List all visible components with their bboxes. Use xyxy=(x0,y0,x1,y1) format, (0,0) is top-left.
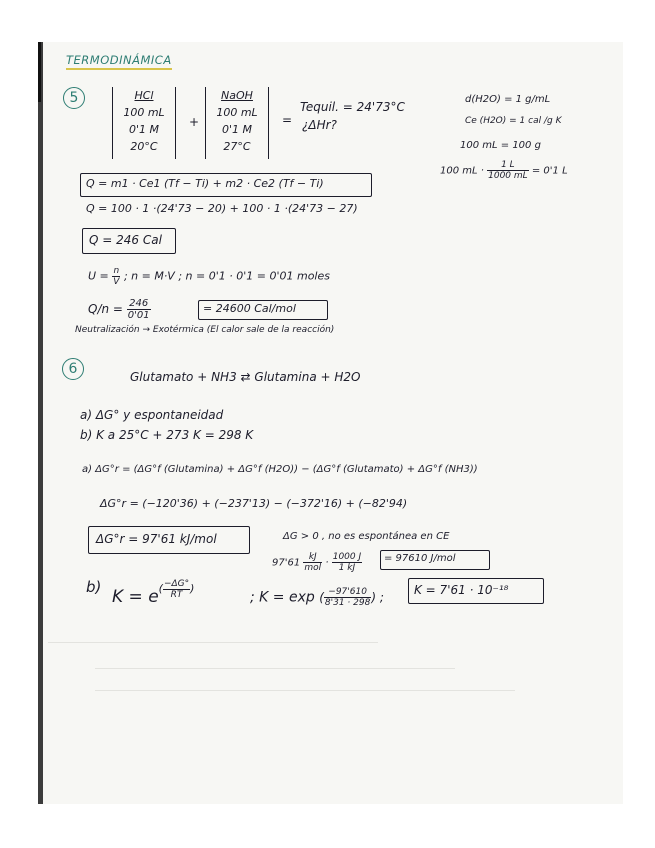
gibbs-result: ΔG°r = 97'61 kJ/mol xyxy=(96,532,217,546)
gibbs-values: ΔG°r = (−120'36) + (−237'13) − (−372'16) + (−82'94) xyxy=(100,497,408,510)
energy-conversion-b-num: 1000 J xyxy=(332,552,362,562)
exponent-num: −ΔG° xyxy=(163,578,190,589)
moles-line: U = $\frac{n}{V}$ ; n = M·V ; n = 0'1 · 0'1 = 0'01 moles xyxy=(88,266,330,287)
heat-result: Q = 246 Cal xyxy=(89,233,162,247)
hcl-name: HCl xyxy=(134,89,154,102)
exp-den: 8'31 · 298 xyxy=(324,598,371,608)
equilibrium-result: K = 7'61 · 10⁻¹⁸ xyxy=(414,583,509,597)
energy-conversion-result: = 97610 J/mol xyxy=(384,553,456,564)
naoh-volume: 100 mL xyxy=(216,106,258,119)
hcl-column xyxy=(112,87,176,159)
moles-calculation: n = M·V ; n = 0'1 · 0'1 = 0'01 moles xyxy=(131,269,330,283)
problem-number-5: 5 xyxy=(63,87,85,109)
exp-label: ; K = exp xyxy=(250,589,315,606)
equilibrium-temperature: Tequil. = 24'73°C xyxy=(300,100,405,114)
hcl-concentration: 0'1 M xyxy=(128,123,159,136)
plus-sign: + xyxy=(189,115,200,129)
energy-conversion-b-den: 1 kJ xyxy=(338,563,356,573)
reaction-equation: Glutamato + NH3 ⇄ Glutamina + H2O xyxy=(130,370,361,384)
equilibrium-constant-formula: $K = e^{( \frac{-\Delta G^\circ}{RT} )}$ xyxy=(112,578,195,607)
hcl-temperature: 20°C xyxy=(130,140,158,153)
heat-per-mole-prefix: Q/n = xyxy=(88,302,123,316)
volume-conversion xyxy=(440,160,568,181)
heat-substitution: Q = 100 · 1 ·(24'73 − 20) + 100 · 1 ·(24'73 − 27) xyxy=(86,202,358,215)
heat-formula: Q = m1 · Ce1 (Tf − Ti) + m2 · Ce2 (Tf − Ti) xyxy=(86,177,324,190)
neutralization-note: Neutralización → Exotérmica (El calor sale de la reacción) xyxy=(75,325,335,335)
naoh-name: NaOH xyxy=(221,89,253,102)
energy-conversion-fraction-b xyxy=(332,552,362,573)
volume-conversion-num: 1 L xyxy=(487,160,529,171)
show-through-line xyxy=(95,690,515,691)
energy-conversion: 97'61 $\frac{kJ}{\text{mol}}$ · $\frac{1000 J}{1 kJ}$ xyxy=(272,552,362,573)
heat-per-mole-fraction xyxy=(127,298,151,321)
mass-equivalence: 100 mL = 100 g xyxy=(460,140,541,151)
hcl-volume: 100 mL xyxy=(123,106,165,119)
energy-conversion-value: 97'61 xyxy=(272,557,301,569)
volume-conversion-fraction xyxy=(487,160,529,181)
water-specific-heat: Ce (H2O) = 1 cal /g K xyxy=(465,116,562,126)
page-edge-shadow xyxy=(38,42,41,102)
page-title: TERMODINÁMICA xyxy=(66,53,172,70)
exp-fraction xyxy=(324,587,371,608)
heat-per-mole-result: = 24600 Cal/mol xyxy=(203,302,296,315)
volume-conversion-right: = 0'1 L xyxy=(531,165,568,177)
volume-conversion-left: 100 mL · xyxy=(440,165,484,177)
exp-calculation: ; K = exp ( $\frac{-97'610}{8'31 \cdot 298}$ ) ; xyxy=(250,587,384,608)
spontaneity-conclusion: ΔG > 0 , no es espontánea en CE xyxy=(283,531,450,542)
exponent-den: RT xyxy=(170,589,183,600)
show-through-line xyxy=(48,642,378,643)
gibbs-formula: a) ΔG°r = (ΔG°f (Glutamina) + ΔG°f (H2O)) − (ΔG°f (Glutamato) + ΔG°f (NH3)) xyxy=(82,464,478,475)
naoh-column xyxy=(205,87,269,159)
moles-num: n xyxy=(113,266,120,276)
part-b-label: b) xyxy=(86,578,102,596)
moles-fraction xyxy=(112,266,120,287)
water-density: d(H2O) = 1 g/mL xyxy=(465,94,551,105)
moles-den: V xyxy=(113,277,120,287)
equals-sign: = xyxy=(282,113,293,127)
exp-num: −97'610 xyxy=(324,587,371,598)
show-through-line xyxy=(95,668,455,669)
part-b-question: b) K a 25°C + 273 K = 298 K xyxy=(80,428,254,442)
equilibrium-constant-k: K = e xyxy=(112,587,159,607)
energy-conversion-a-num: kJ xyxy=(303,552,322,563)
problem-number-6: 6 xyxy=(62,358,84,380)
heat-per-mole xyxy=(88,298,151,321)
naoh-concentration: 0'1 M xyxy=(221,123,252,136)
energy-conversion-fraction-a xyxy=(303,552,322,573)
naoh-temperature: 27°C xyxy=(223,140,251,153)
moles-prefix: U = xyxy=(88,269,109,283)
volume-conversion-den: 1000 mL xyxy=(488,171,528,181)
exponent-fraction xyxy=(163,579,190,600)
heat-per-mole-den: 0'01 xyxy=(127,310,150,321)
enthalpy-question: ¿ΔHr? xyxy=(302,118,337,132)
part-a-question: a) ΔG° y espontaneidad xyxy=(80,408,224,422)
energy-conversion-a-den: mol xyxy=(304,563,322,573)
heat-per-mole-num: 246 xyxy=(127,298,151,310)
